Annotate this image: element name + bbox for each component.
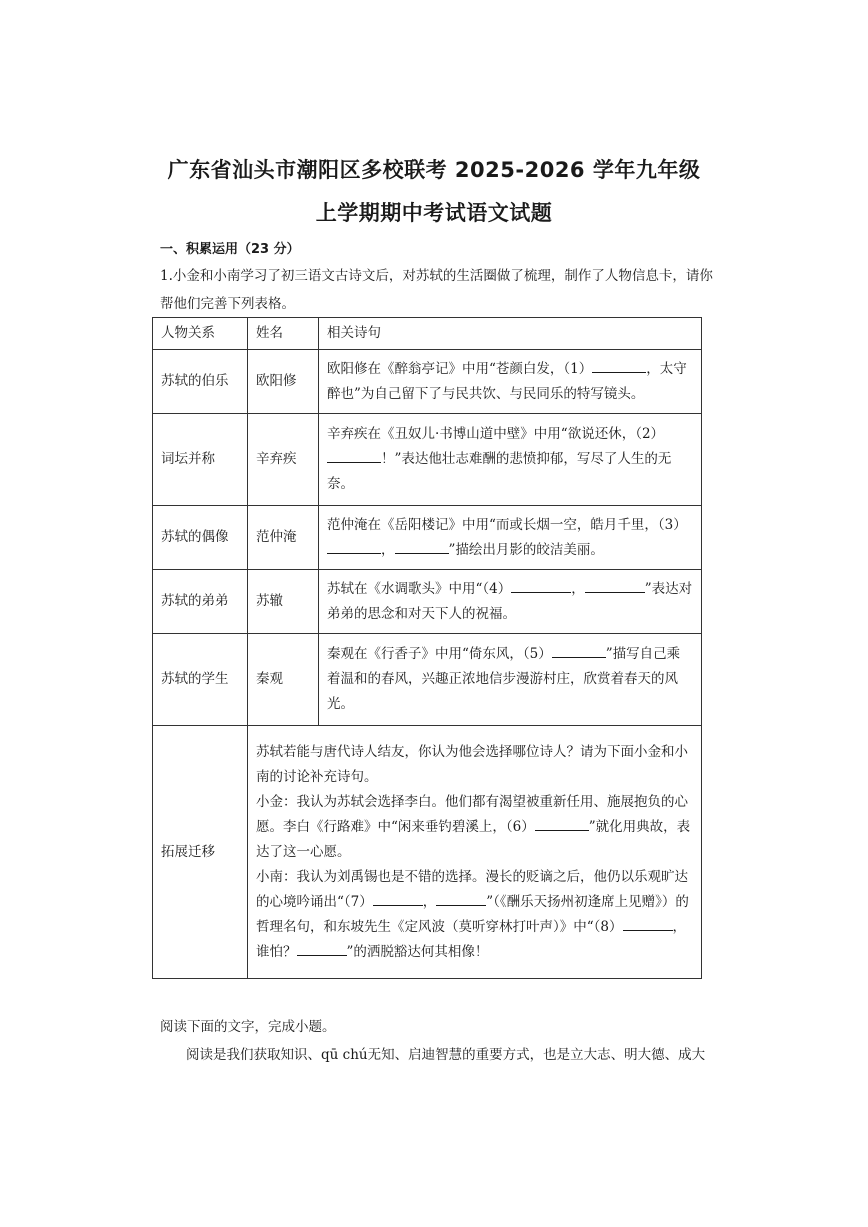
extension-text: ”（《酬乐天扬州初逢席上见赠》）的哲理名句，和东坡先生《定风波（莫听穿林打叶声）》中“（8） <box>256 893 689 935</box>
extension-text: ，谁怕？ <box>256 918 686 960</box>
name-cell: 苏辙 <box>248 570 319 634</box>
table-row <box>153 414 702 506</box>
answer-blank-7b[interactable] <box>436 891 486 906</box>
name-cell: 欧阳修 <box>248 350 319 414</box>
answer-blank-8b[interactable] <box>297 941 347 956</box>
poem-text: ， <box>381 541 395 558</box>
person-info-table <box>152 317 702 979</box>
poem-cell <box>319 634 702 726</box>
extension-para <box>256 865 693 965</box>
name-cell: 辛弃疾 <box>248 414 319 506</box>
table-row-extension <box>153 726 702 979</box>
poem-text: ， <box>571 580 585 597</box>
answer-blank-2[interactable] <box>327 448 381 463</box>
extension-para: 苏轼若能与唐代诗人结友，你认为他会选择哪位诗人？请为下面小金和小南的讨论补充诗句。 <box>256 743 688 785</box>
section-heading: 一、积累运用（23 分） <box>160 242 300 257</box>
poem-text: ，太守醉也”为自己留下了与民共饮、与民同乐的特写镜头。 <box>327 360 687 402</box>
poem-text: ”描写自己乘着温和的春风，兴趣正浓地信步漫游村庄，欣赏着春天的风光。 <box>327 646 681 712</box>
extension-text: ”就化用典故，表达了这一心愿。 <box>256 818 691 860</box>
name-cell: 范仲淹 <box>248 506 319 570</box>
relation-cell: 苏轼的弟弟 <box>153 570 248 634</box>
poem-cell <box>319 506 702 570</box>
table-header-row <box>153 318 702 350</box>
poem-text: 范仲淹在《岳阳楼记》中用“而或长烟一空，皓月千里，（3） <box>327 516 687 533</box>
table-row <box>153 634 702 726</box>
relation-cell: 词坛并称 <box>153 414 248 506</box>
header-name: 姓名 <box>248 318 319 350</box>
table-row <box>153 506 702 570</box>
poem-cell <box>319 570 702 634</box>
poem-text: ”表达对弟弟的思念和对天下人的祝福。 <box>327 580 693 622</box>
extension-cell <box>248 726 702 979</box>
header-poem: 相关诗句 <box>319 318 702 350</box>
poem-cell <box>319 350 702 414</box>
header-relation: 人物关系 <box>153 318 248 350</box>
extension-text: ”的洒脱豁达何其相像！ <box>346 943 489 960</box>
extension-text: 小金：我认为苏轼会选择李白。他们都有渴望被重新任用、施展抱负的心愿。李白《行路难》中“闲来垂钓碧溪上，（6） <box>256 793 688 835</box>
poem-text: ！”表达他壮志难酬的悲愤抑郁，写尽了人生的无奈。 <box>327 451 672 492</box>
answer-blank-5[interactable] <box>552 643 606 658</box>
poem-text: 欧阳修在《醉翁亭记》中用“苍颜白发，（1） <box>327 360 593 377</box>
exam-title-line2: 上学期期中考试语文试题 <box>315 201 553 225</box>
extension-text: 小南：我认为刘禹锡也是不错的选择。漫长的贬谪之后，他仍以乐观旷达的心境吟诵出“（7） <box>256 868 688 910</box>
relation-cell: 苏轼的学生 <box>153 634 248 726</box>
table-row <box>153 570 702 634</box>
answer-blank-3a[interactable] <box>327 539 381 554</box>
reading-passage: 阅读是我们获取知识、qū chú无知、启迪智慧的重要方式，也是立大志、明大德、成大 <box>186 1047 706 1063</box>
poem-cell <box>319 414 702 506</box>
relation-cell: 苏轼的伯乐 <box>153 350 248 414</box>
name-cell: 秦观 <box>248 634 319 726</box>
answer-blank-1[interactable] <box>592 358 646 373</box>
relation-cell: 苏轼的偶像 <box>153 506 248 570</box>
answer-blank-6[interactable] <box>535 816 589 831</box>
poem-text: 辛弃疾在《丑奴儿·书博山道中壁》中用“欲说还休，（2） <box>327 426 665 442</box>
exam-title-line1: 广东省汕头市潮阳区多校联考 2025-2026 学年九年级 <box>167 158 701 182</box>
answer-blank-4a[interactable] <box>511 578 571 593</box>
extension-para <box>256 790 693 865</box>
extension-text: ， <box>422 893 437 910</box>
answer-blank-8a[interactable] <box>623 916 673 931</box>
answer-blank-7a[interactable] <box>373 891 423 906</box>
answer-blank-4b[interactable] <box>585 578 645 593</box>
table-row <box>153 350 702 414</box>
poem-text: ”描绘出月影的皎洁美丽。 <box>448 541 604 558</box>
question-1-prompt: 1.小金和小南学习了初三语文古诗文后，对苏轼的生活圈做了梳理，制作了人物信息卡，请你帮他们完善下列表格。 <box>160 268 713 312</box>
reading-instruction: 阅读下面的文字，完成小题。 <box>160 1019 336 1035</box>
answer-blank-3b[interactable] <box>395 539 449 554</box>
poem-text: 秦观在《行香子》中用“倚东风，（5） <box>327 646 552 662</box>
poem-text: 苏轼在《水调歌头》中用“（4） <box>327 580 512 597</box>
relation-cell: 拓展迁移 <box>153 726 248 979</box>
